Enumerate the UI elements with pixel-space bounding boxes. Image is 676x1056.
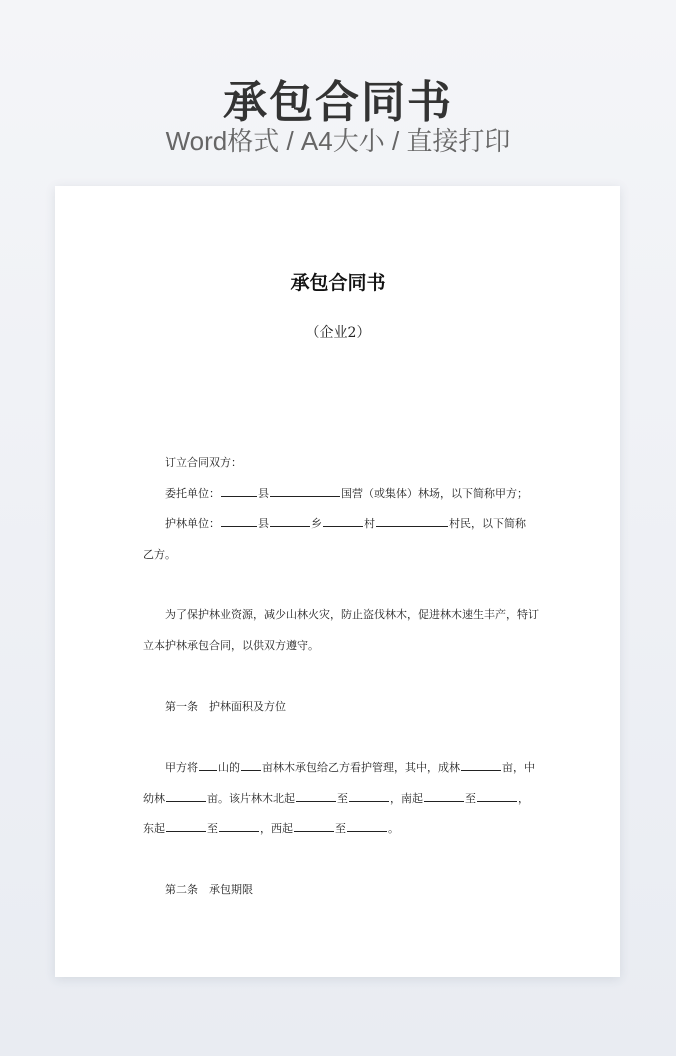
fill-blank — [294, 821, 334, 832]
contractor-line-end: 乙方。 — [143, 548, 176, 561]
parties-heading: 订立合同双方： — [165, 456, 242, 469]
text-segment: 至 — [335, 822, 346, 835]
article-1-line-2 — [143, 790, 529, 806]
text-segment: ，西起 — [260, 822, 293, 835]
fill-blank — [424, 791, 464, 802]
fill-blank — [461, 760, 501, 771]
fill-blank — [166, 791, 206, 802]
banner-title: 承包合同书 — [223, 77, 453, 128]
text-segment: ， — [518, 792, 529, 805]
fill-blank — [296, 791, 336, 802]
fill-blank — [221, 486, 257, 497]
fill-blank — [199, 760, 217, 771]
document-subtitle: （企业2） — [305, 325, 371, 341]
text-segment: 亩，中 — [502, 761, 535, 774]
document-title: 承包合同书 — [290, 272, 386, 294]
text-segment: 东起 — [143, 822, 165, 835]
article-1-line-1 — [165, 759, 535, 775]
document-page — [55, 186, 620, 977]
text-segment: 甲方将 — [165, 761, 198, 774]
fill-blank — [270, 516, 310, 527]
text-segment: 村 — [364, 517, 375, 530]
fill-blank — [323, 516, 363, 527]
fill-blank — [349, 791, 389, 802]
fill-blank — [219, 821, 259, 832]
article-2-title: 第二条 承包期限 — [165, 883, 253, 896]
article-1-title: 第一条 护林面积及方位 — [165, 700, 286, 713]
text-segment: 村民，以下简称 — [449, 517, 526, 530]
text-segment: 县 — [258, 487, 269, 500]
text-segment: 委托单位： — [165, 487, 220, 500]
fill-blank — [477, 791, 517, 802]
fill-blank — [166, 821, 206, 832]
text-segment: ，南起 — [390, 792, 423, 805]
text-segment: 县 — [258, 517, 269, 530]
text-segment: 护林单位： — [165, 517, 220, 530]
fill-blank — [221, 516, 257, 527]
text-segment: 至 — [337, 792, 348, 805]
fill-blank — [241, 760, 261, 771]
banner-subtitle: Word格式 / A4大小 / 直接打印 — [165, 126, 511, 156]
text-segment: 至 — [207, 822, 218, 835]
text-segment: 山的 — [218, 761, 240, 774]
text-segment: 亩林木承包给乙方看护管理，其中，成林 — [262, 761, 460, 774]
contractor-line — [165, 515, 526, 531]
text-segment: 国营（或集体）林场，以下简称甲方； — [341, 487, 528, 500]
article-1-line-3 — [143, 820, 399, 836]
principal-line — [165, 485, 528, 501]
purpose-line-1: 为了保护林业资源，减少山林火灾，防止盗伐林木，促进林木速生丰产，特订 — [165, 608, 539, 621]
text-segment: 乡 — [311, 517, 322, 530]
text-segment: 亩。该片林木北起 — [207, 792, 295, 805]
text-segment: 。 — [388, 822, 399, 835]
fill-blank — [347, 821, 387, 832]
text-segment: 至 — [465, 792, 476, 805]
purpose-line-2: 立本护林承包合同，以供双方遵守。 — [143, 639, 319, 652]
fill-blank — [376, 516, 448, 527]
fill-blank — [270, 486, 340, 497]
text-segment: 幼林 — [143, 792, 165, 805]
